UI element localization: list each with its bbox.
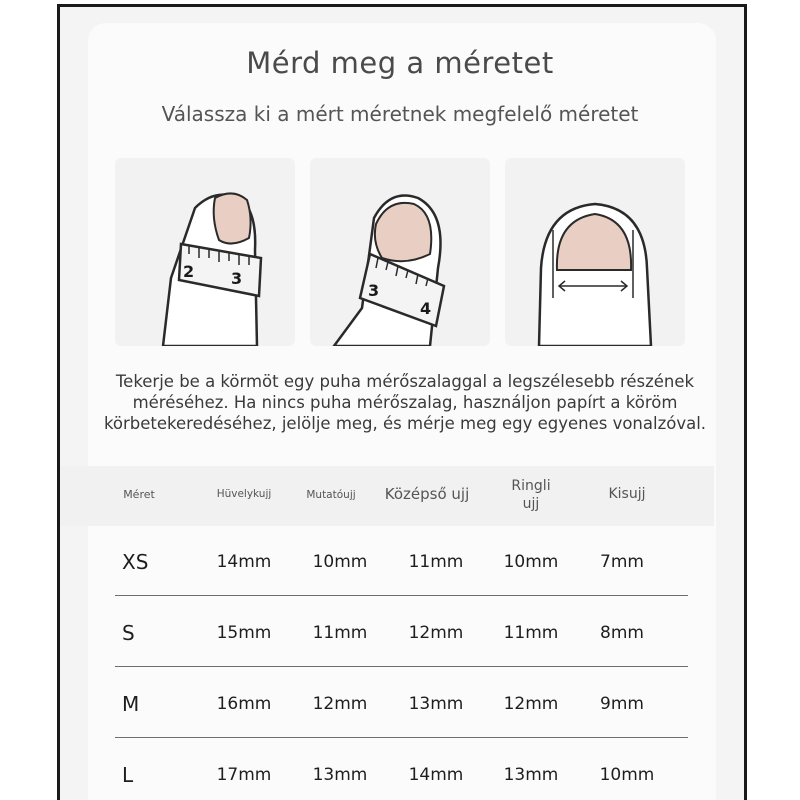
header-thumb: Hüvelykujj bbox=[216, 488, 272, 500]
instructions-line: körbetekeredéséhez, jelölje meg, és mérje meg egy egyenes vonalzóval. bbox=[103, 414, 707, 433]
tape-number: 3 bbox=[231, 269, 243, 288]
tape-number: 3 bbox=[368, 281, 380, 300]
value-cell: 16mm bbox=[216, 694, 272, 714]
thumb-measure-illustration bbox=[115, 158, 295, 346]
header-ring bbox=[511, 477, 550, 513]
value-cell: 9mm bbox=[600, 694, 644, 714]
instructions-line: méréséhez. Ha nincs puha mérőszalag, használjon papírt a köröm bbox=[132, 393, 678, 412]
size-label: XS bbox=[122, 550, 149, 574]
size-label: S bbox=[122, 621, 135, 645]
instructions-line: Tekerje be a körmöt egy puha mérőszalaggal a legszélesebb részének bbox=[115, 372, 695, 391]
value-cell: 11mm bbox=[312, 623, 368, 643]
header-size: Méret bbox=[123, 488, 155, 501]
value-cell: 11mm bbox=[408, 552, 464, 572]
value-cell: 17mm bbox=[216, 765, 272, 785]
nail-width-illustration bbox=[505, 158, 685, 346]
value-cell: 13mm bbox=[503, 765, 559, 785]
header-middle: Középső ujj bbox=[384, 485, 470, 503]
value-cell: 8mm bbox=[600, 623, 644, 643]
value-cell: 11mm bbox=[503, 623, 559, 643]
measuring-instructions bbox=[95, 371, 715, 434]
value-cell: 12mm bbox=[312, 694, 368, 714]
finger-measure-drawing bbox=[310, 158, 490, 346]
nail-width-drawing bbox=[505, 158, 685, 346]
nail-shape bbox=[375, 203, 431, 261]
thumb-measure-drawing bbox=[115, 158, 295, 346]
finger-measure-illustration bbox=[310, 158, 490, 346]
size-label: L bbox=[122, 763, 134, 787]
tape-number: 2 bbox=[183, 262, 195, 281]
value-cell: 14mm bbox=[408, 765, 464, 785]
nail-shape bbox=[214, 193, 251, 243]
value-cell: 10mm bbox=[599, 765, 655, 785]
header-index: Mutatóujj bbox=[306, 489, 356, 501]
header-ring-line: ujj bbox=[522, 496, 540, 512]
tape-number: 4 bbox=[420, 299, 432, 318]
value-cell: 13mm bbox=[312, 765, 368, 785]
value-cell: 10mm bbox=[312, 552, 368, 572]
header-ring-line: Ringli bbox=[511, 478, 551, 494]
row-divider bbox=[115, 666, 688, 667]
value-cell: 12mm bbox=[408, 623, 464, 643]
value-cell: 7mm bbox=[600, 552, 644, 572]
value-cell: 10mm bbox=[503, 552, 559, 572]
row-divider bbox=[115, 595, 688, 596]
size-label: M bbox=[122, 692, 140, 716]
value-cell: 12mm bbox=[503, 694, 559, 714]
value-cell: 15mm bbox=[216, 623, 272, 643]
value-cell: 13mm bbox=[408, 694, 464, 714]
header-pinky: Kisujj bbox=[608, 486, 646, 502]
page-subtitle: Válassza ki a mért méretnek megfelelő méretet bbox=[161, 102, 639, 126]
page-title: Mérd meg a méretet bbox=[246, 46, 554, 80]
value-cell: 14mm bbox=[216, 552, 272, 572]
row-divider bbox=[115, 737, 688, 738]
